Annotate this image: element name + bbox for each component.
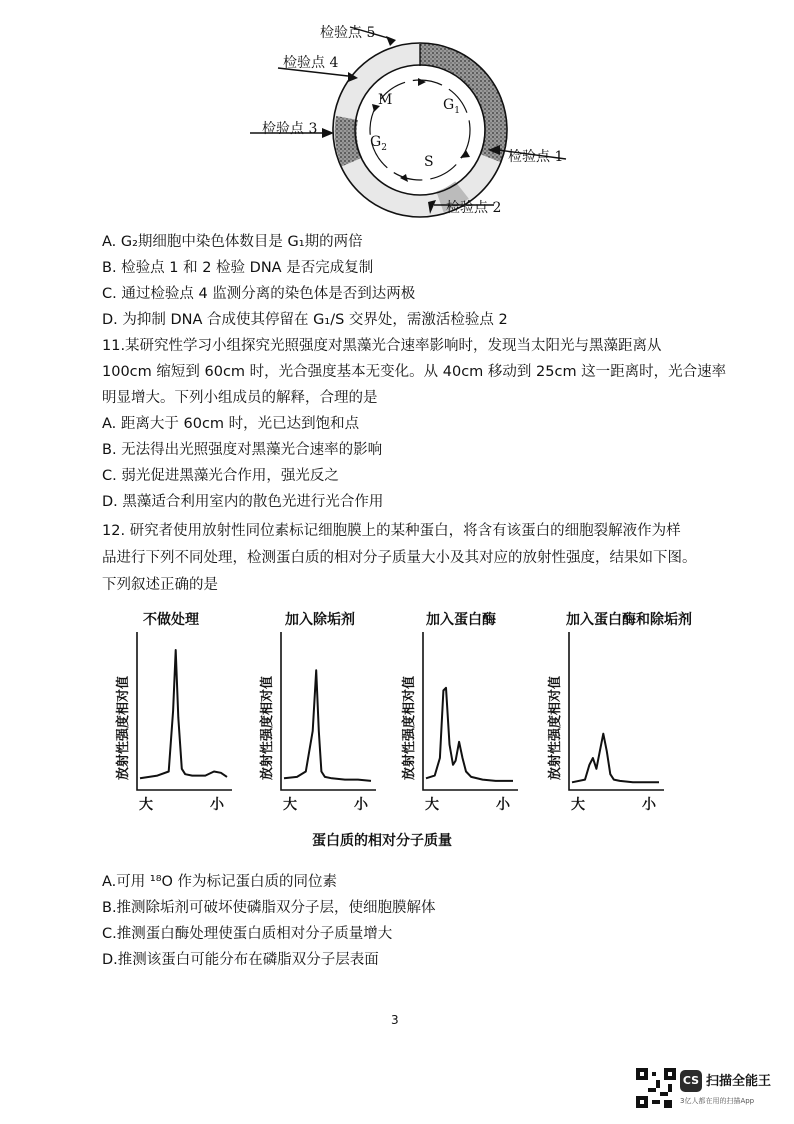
chart-series-line xyxy=(426,688,513,781)
chart-tick-left: 大 xyxy=(139,797,153,813)
q10-option-c: C. 通过检验点 4 监测分离的染色体是否到达两极 xyxy=(102,286,416,302)
chart-ylabel: 放射性强度相对值 xyxy=(116,675,131,780)
q11-option-c: C. 弱光促进黑藻光合作用，强光反之 xyxy=(102,468,339,484)
q10-option-d: D. 为抑制 DNA 合成使其停留在 G₁/S 交界处，需激活检验点 2 xyxy=(102,312,508,328)
qr-code-icon xyxy=(636,1068,676,1108)
chart-title: 加入除垢剂 xyxy=(285,612,355,628)
q12-stem-line1: 12. 研究者使用放射性同位素标记细胞膜上的某种蛋白，将含有该蛋白的细胞裂解液作为样 xyxy=(102,523,681,539)
checkpoint5-label: 检验点 5 xyxy=(320,25,376,41)
q11-option-b: B. 无法得出光照强度对黑藻光合速率的影响 xyxy=(102,442,383,458)
chart-axes xyxy=(281,632,376,790)
chart-series-line xyxy=(140,650,227,778)
app-name: 扫描全能王 xyxy=(706,1074,772,1089)
q11-stem-line1: 11.某研究性学习小组探究光照强度对黑藻光合速率影响时，发现当太阳光与黑藻距离从 xyxy=(102,338,662,354)
checkpoint3-label: 检验点 3 xyxy=(262,121,318,137)
chart-tick-right: 小 xyxy=(496,797,510,813)
q12-stem-line3: 下列叙述正确的是 xyxy=(102,577,218,593)
chart-plot xyxy=(112,630,237,795)
q11-option-d: D. 黑藻适合利用室内的散色光进行光合作用 xyxy=(102,494,384,510)
app-tagline: 3亿人都在用的扫描App xyxy=(680,1097,755,1105)
page-number: 3 xyxy=(391,1013,399,1027)
phase-g1-label: $G_1$ xyxy=(443,97,460,116)
chart-series-line xyxy=(572,734,659,783)
phase-s-label: S xyxy=(424,154,434,170)
chart-series-line xyxy=(284,670,371,781)
chart-tick-right: 小 xyxy=(642,797,656,813)
checkpoint1-label: 检验点 1 xyxy=(508,149,564,165)
q10-option-a: A. G₂期细胞中染色体数目是 G₁期的两倍 xyxy=(102,234,363,250)
q12-option-b: B.推测除垢剂可破坏使磷脂双分子层，使细胞膜解体 xyxy=(102,900,436,916)
chart-axes xyxy=(137,632,232,790)
phase-m-label: M xyxy=(378,92,393,108)
checkpoint2-label: 检验点 2 xyxy=(446,200,502,216)
chart-tick-left: 大 xyxy=(283,797,297,813)
q11-option-a: A. 距离大于 60cm 时，光已达到饱和点 xyxy=(102,416,360,432)
g2-arc xyxy=(346,118,352,162)
q11-stem-line2: 100cm 缩短到 60cm 时，光合强度基本无变化。从 40cm 移动到 25cm 这一距离时，光合速率 xyxy=(102,364,727,380)
chart-plot xyxy=(544,630,669,795)
q12-option-c: C.推测蛋白酶处理使蛋白质相对分子质量增大 xyxy=(102,926,393,942)
chart-tick-left: 大 xyxy=(425,797,439,813)
chart-axes xyxy=(569,632,664,790)
chart-title: 加入蛋白酶 xyxy=(426,612,496,628)
chart-ylabel: 放射性强度相对值 xyxy=(548,675,563,780)
chart-xlabel: 蛋白质的相对分子质量 xyxy=(312,833,452,849)
phase-g2-label: $G_2$ xyxy=(370,134,387,153)
chart-ylabel: 放射性强度相对值 xyxy=(402,675,417,780)
q12-stem-line2: 品进行下列不同处理，检测蛋白质的相对分子质量大小及其对应的放射性强度，结果如下图。 xyxy=(102,550,697,566)
chart-ylabel: 放射性强度相对值 xyxy=(260,675,275,780)
chart-plot xyxy=(256,630,381,795)
chart-tick-left: 大 xyxy=(571,797,585,813)
chart-title: 加入蛋白酶和除垢剂 xyxy=(566,612,692,628)
q11-stem-line3: 明显增大。下列小组成员的解释，合理的是 xyxy=(102,390,378,406)
chart-tick-right: 小 xyxy=(354,797,368,813)
q10-option-b: B. 检验点 1 和 2 检验 DNA 是否完成复制 xyxy=(102,260,374,276)
q12-option-a: A.可用 ¹⁸O 作为标记蛋白质的同位素 xyxy=(102,874,338,890)
chart-tick-right: 小 xyxy=(210,797,224,813)
checkpoint4-label: 检验点 4 xyxy=(283,55,339,71)
q12-option-d: D.推测该蛋白可能分布在磷脂双分子层表面 xyxy=(102,952,379,968)
app-logo-icon: CS xyxy=(680,1070,702,1092)
chart-plot xyxy=(398,630,523,795)
chart-title: 不做处理 xyxy=(143,612,199,628)
